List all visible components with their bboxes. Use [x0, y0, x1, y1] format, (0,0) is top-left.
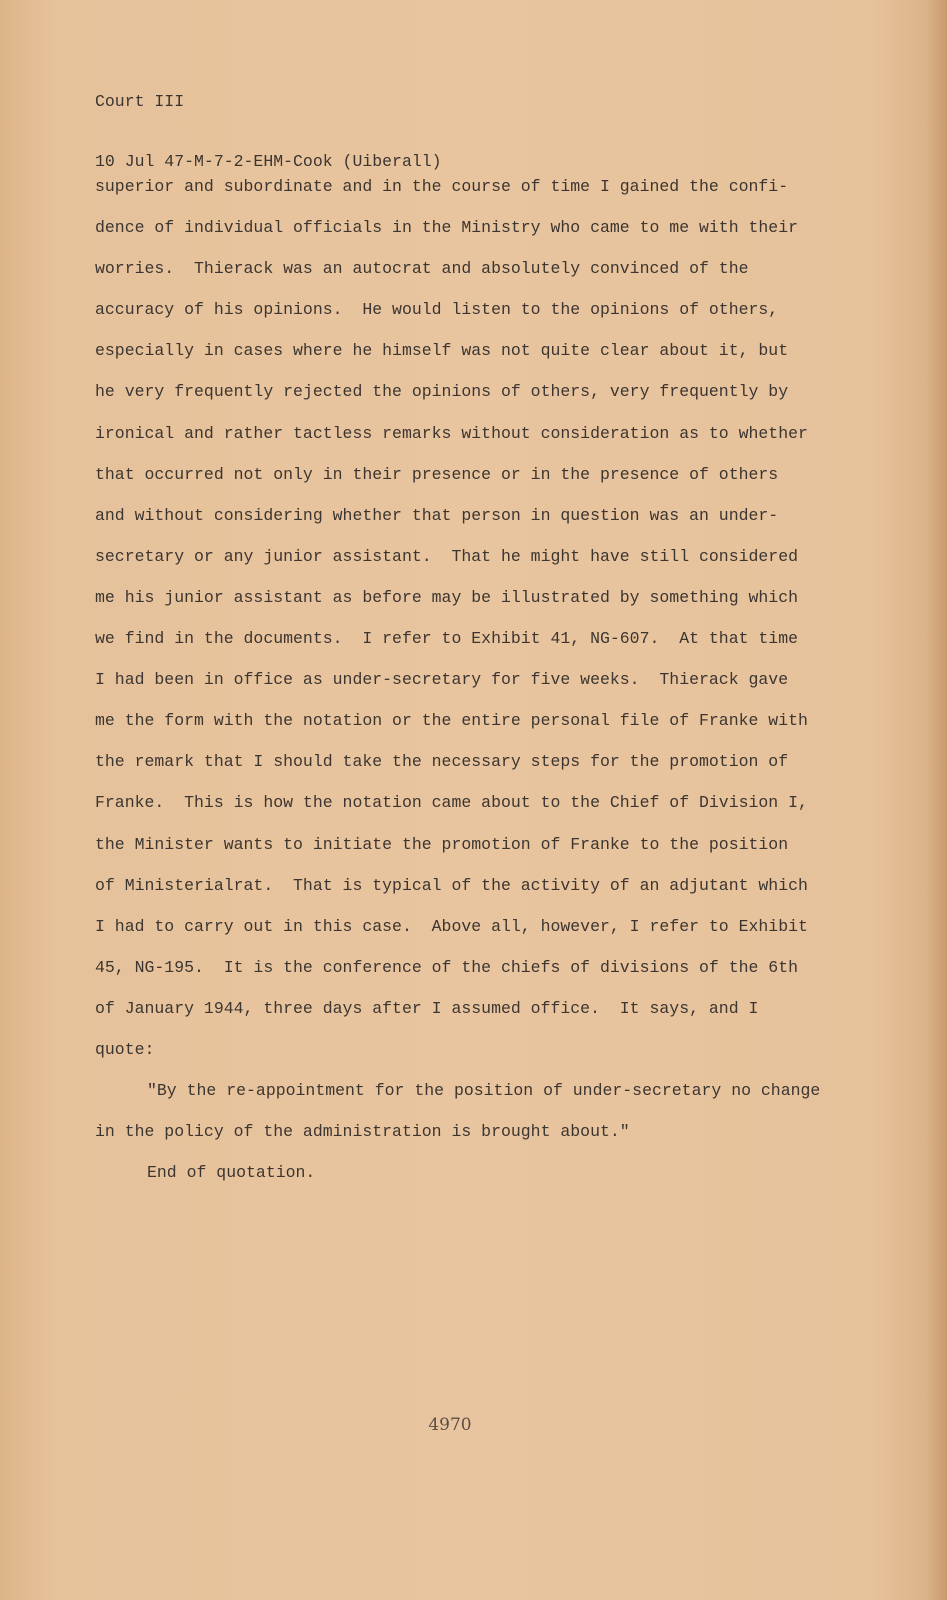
- body-line: that occurred not only in their presence or in the presence of others: [95, 464, 779, 484]
- closing-line: End of quotation.: [147, 1163, 316, 1183]
- court-label: Court III: [95, 92, 185, 111]
- session-label: 10 Jul 47-M-7-2-EHM-Cook (Uiberall): [95, 152, 442, 171]
- quote-line: "By the re-appointment for the position of under-secretary no change: [147, 1081, 821, 1101]
- body-line: the Minister wants to initiate the promotion of Franke to the position: [95, 834, 789, 854]
- body-line: especially in cases where he himself was not quite clear about it, but: [95, 341, 789, 361]
- body-line: he very frequently rejected the opinions of others, very frequently by: [95, 382, 789, 402]
- body-line: the remark that I should take the necessary steps for the promotion of: [95, 752, 789, 772]
- body-line: accuracy of his opinions. He would listen to the opinions of others,: [95, 300, 779, 320]
- paper-edge-shadow: [925, 0, 947, 1600]
- body-line: worries. Thierack was an autocrat and absolutely convinced of the: [95, 259, 749, 279]
- body-line: quote:: [95, 1039, 155, 1059]
- transcript-body: [95, 175, 855, 1202]
- body-line: I had been in office as under-secretary for five weeks. Thierack gave: [95, 670, 789, 690]
- body-line: secretary or any junior assistant. That he might have still considered: [95, 546, 799, 566]
- body-line: Franke. This is how the notation came about to the Chief of Division I,: [95, 793, 808, 813]
- page-number: 4970: [428, 1415, 472, 1435]
- body-line: 45, NG-195. It is the conference of the chiefs of divisions of the 6th: [95, 957, 799, 977]
- body-line: of January 1944, three days after I assumed office. It says, and I: [95, 998, 759, 1018]
- quote-line: in the policy of the administration is brought about.": [95, 1122, 630, 1142]
- body-line: ironical and rather tactless remarks without consideration as to whether: [95, 423, 808, 443]
- body-line: me his junior assistant as before may be illustrated by something which: [95, 587, 799, 607]
- body-line: me the form with the notation or the entire personal file of Franke with: [95, 711, 808, 731]
- body-line: I had to carry out in this case. Above all, however, I refer to Exhibit: [95, 916, 808, 936]
- body-line: of Ministerialrat. That is typical of the activity of an adjutant which: [95, 875, 808, 895]
- body-line: dence of individual officials in the Ministry who came to me with their: [95, 218, 799, 238]
- body-line: and without considering whether that person in question was an under-: [95, 505, 779, 525]
- body-line: superior and subordinate and in the course of time I gained the confi-: [95, 177, 789, 196]
- body-line: we find in the documents. I refer to Exhibit 41, NG-607. At that time: [95, 629, 799, 649]
